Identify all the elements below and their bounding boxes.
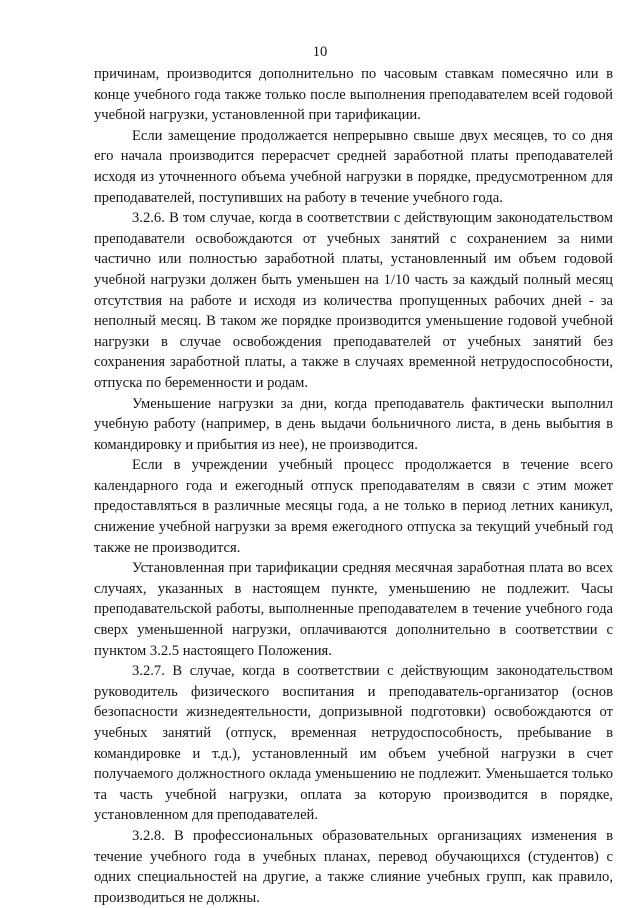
paragraph-section-3-2-7: 3.2.7. В случае, когда в соответствии с действующим законодательством руководитель физического воспитания и преподаватель-организатор (основ безопасности жизнедеятельности, допризывной подготовки) освобождаются от учебных занятий (отпуск, временная нетрудоспособность, пребывание в командировке и т.д.), установленный им объем учебной нагрузки в счет получаемого должностного оклада уменьшению не подлежит. Уменьшается только та часть учебной нагрузки, оплата за которую производится в порядке, установленном для преподавателей.	[94, 663, 613, 824]
paragraph-load-reduction-days: Уменьшение нагрузки за дни, когда преподаватель фактически выполнил учебную работу (например, в день выдачи больничного листа, в день выбытия в командировку и прибытия из нее), не производится.	[94, 395, 613, 453]
document-body	[94, 64, 613, 908]
paragraph-section-3-2-8: 3.2.8. В профессиональных образовательных организациях изменения в течение учебного года в учебных планах, перевод обучающихся (студентов) с одних специальностей на другие, а также слияние учебных групп, как правило, производиться не должны.	[94, 827, 613, 906]
page-number: 10	[312, 44, 328, 60]
paragraph-substitution-recalculation: Если замещение продолжается непрерывно свыше двух месяцев, то со дня его начала производится перерасчет средней заработной платы преподавателей исходя из уточненного объема учебной нагрузки в порядке, предусмотренном для преподавателей, поступивших на работу в течение учебного года.	[94, 127, 613, 206]
paragraph-average-salary: Установленная при тарификации средняя месячная заработная плата во всех случаях, указанных в настоящем пункте, уменьшению не подлежит. Часы преподавательской работы, выполненные преподавателем в течение учебного года сверх уменьшенной нагрузки, оплачиваются дополнительно в соответствии с пунктом 3.2.5 настоящего Положения.	[94, 560, 613, 659]
paragraph-section-3-2-6: 3.2.6. В том случае, когда в соответствии с действующим законодательством преподаватели освобождаются от учебных занятий с сохранением за ними частично или полностью заработной платы, установленный им объем годовой учебной нагрузки должен быть уменьшен на 1/10 часть за каждый полный месяц отсутствия на работе и исходя из количества пропущенных рабочих дней - за неполный месяц. В таком же порядке производится уменьшение годовой учебной нагрузки в случае освобождения преподавателей от учебных занятий без сохранения заработной платы, а также в случаях временной нетрудоспособности, отпуска по беременности и родам.	[94, 210, 613, 391]
paragraph-year-round-process: Если в учреждении учебный процесс продолжается в течение всего календарного года и ежегодный отпуск преподавателям в связи с этим может предоставляться в различные месяцы года, а не только в период летних каникул, снижение учебной нагрузки за время ежегодного отпуска за текущий учебный год также не производится.	[94, 457, 613, 556]
paragraph-continuation: причинам, производится дополнительно по часовым ставкам помесячно или в конце учебного года также только после выполнения преподавателем всей годовой учебной нагрузки, установленной при тарификации.	[94, 66, 613, 124]
